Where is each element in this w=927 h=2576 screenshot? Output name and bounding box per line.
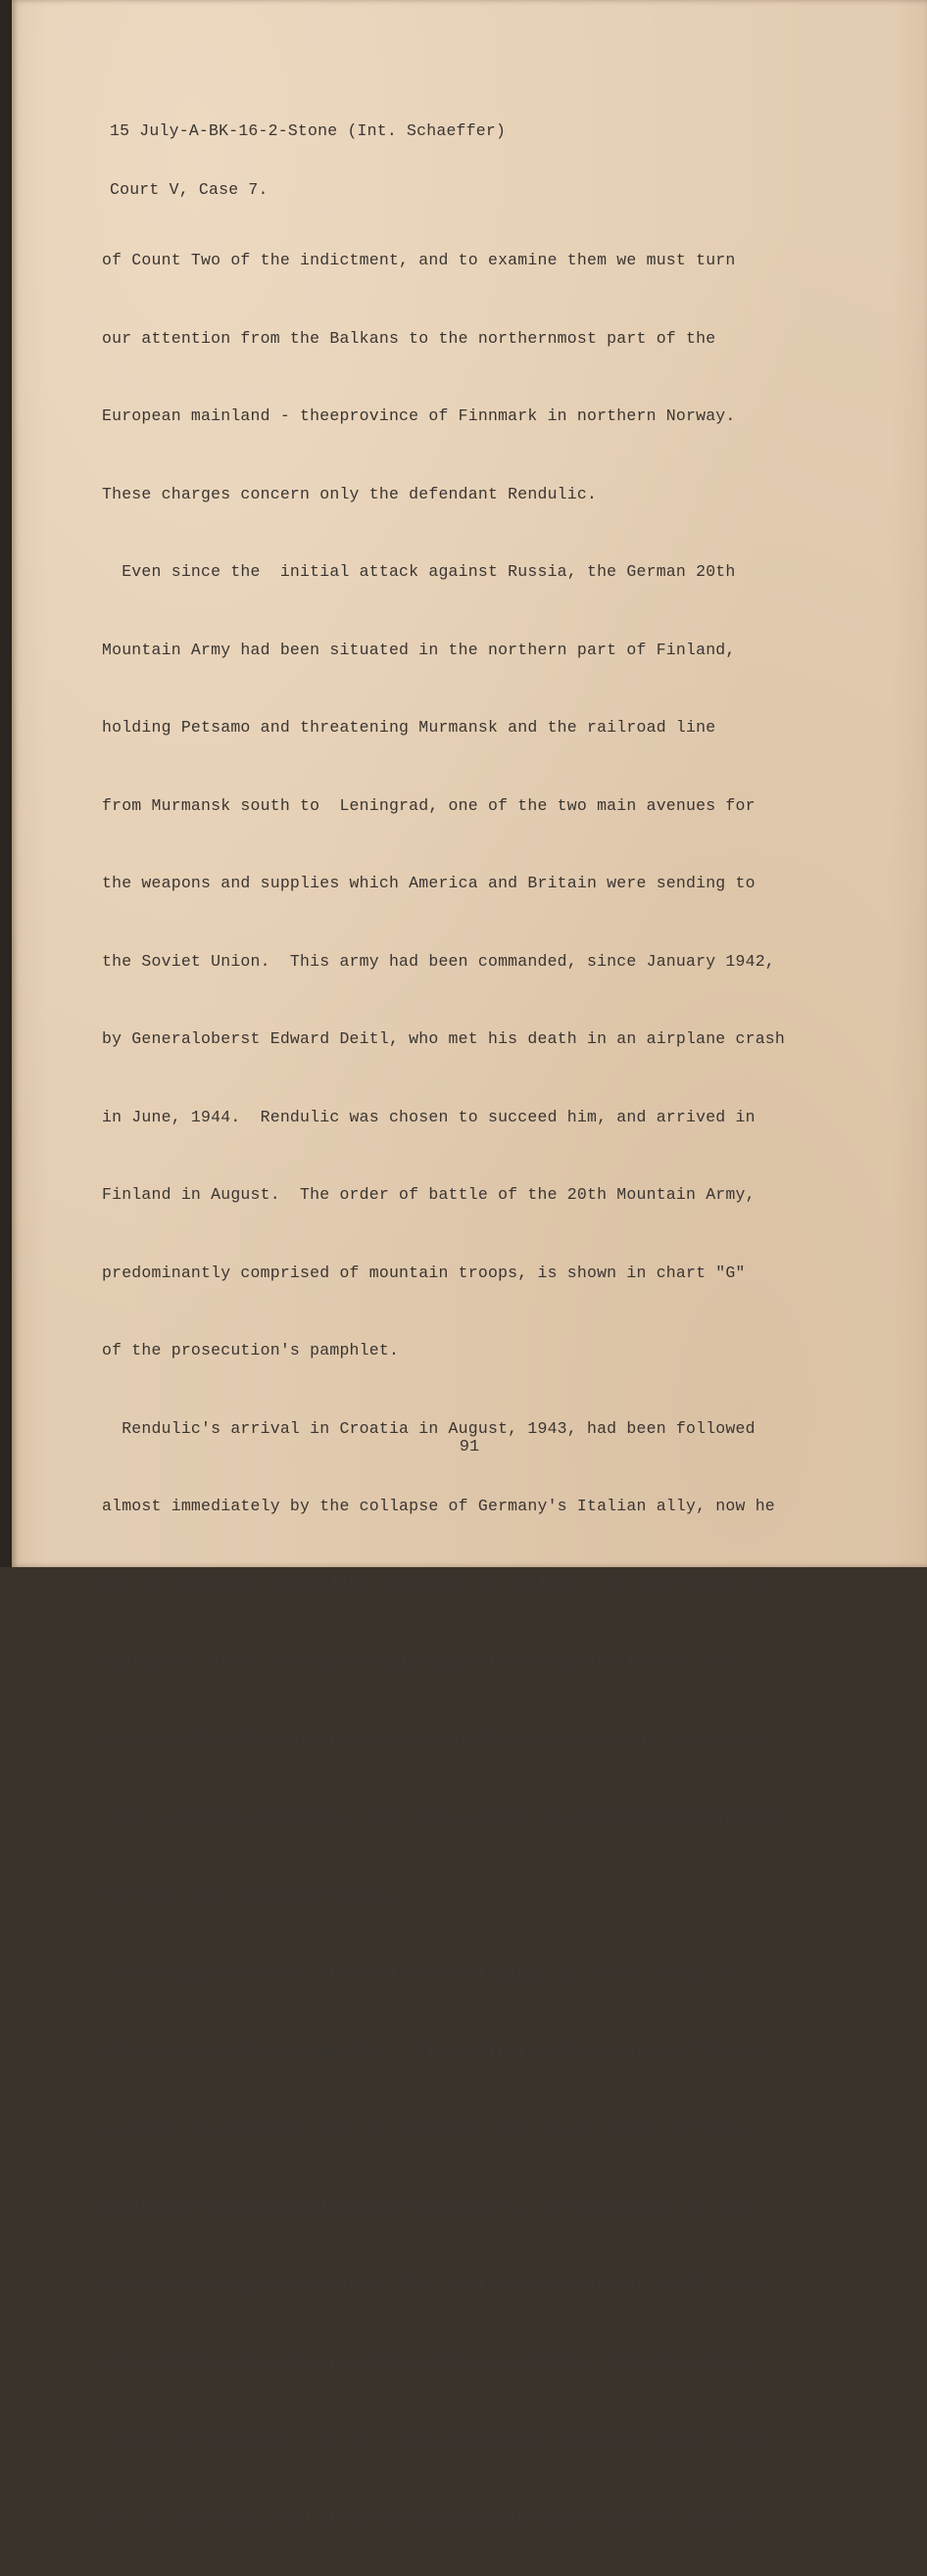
document-page: [12, 0, 927, 2528]
body-line: demanded that the Germans promptly withdraw their troops from Fina: [102, 1730, 756, 1749]
body-line: of the prosecution's pamphlet. The northernmost province of Norway: [102, 2041, 765, 2061]
body-line: our attention from the Balkans to the northernmost part of the: [102, 328, 716, 348]
body-line: of Count Two of the indictment, and to examine them we must turn: [102, 251, 736, 269]
body-line: The region in which this retreat took place is shown in map "E": [102, 1964, 746, 1982]
body-line: of the prosecution's pamphlet.: [102, 1341, 400, 1360]
body-line: These charges concern only the defendant Rendulic.: [102, 484, 598, 503]
body-line: predominantly comprised of mountain troops, is shown in chart "G": [102, 1263, 746, 1282]
body-line: Including a nomad population of Laplanders, the population of this: [102, 2197, 756, 2217]
body-line: and villages along the heavily indented coastline, and make their: [102, 2353, 746, 2372]
header-court-line: Court V, Case 7.: [110, 180, 268, 199]
body-line: area numbers approximately 62,000, most of whom live in small ports: [102, 2275, 765, 2294]
page-number: 91: [459, 1438, 480, 1456]
body-line: frontier into northern Norway.: [102, 1885, 400, 1905]
body-line: the weapons and supplies which America and Britain were sending to: [102, 874, 756, 892]
body-line: Finland in August. The order of battle of the 20th Mountain Army,: [102, 1185, 756, 1204]
body-line: from Murmansk south to Leningrad, one of the two main avenues for: [102, 795, 756, 815]
body-line: Mountain Army had been situated in the northern part of Finland,: [102, 640, 736, 659]
body-line: was to encounter a parallel situation in Finland. On the fourth of: [102, 1574, 765, 1594]
body-line: Rendulic's arrival in Croatia in August, 1943, had been followed: [102, 1418, 756, 1438]
body-line: in June, 1944. Rendulic was chosen to succeed him, and arrived in: [102, 1107, 756, 1126]
body-line: the Soviet Union. This army had been commanded, since January 1942,: [102, 951, 775, 971]
body-line: by Generaloberst Edward Deitl, who met his death in an airplane crash: [102, 1029, 786, 1048]
body-line: September, 1944, the Finns capitulated to the Soviet forces, and: [102, 1652, 736, 1671]
body-line: land. Rendulic decided to fall back across the northwestern Finnish: [102, 1808, 775, 1827]
body-line: is known as Finnmark, and the province just to the south as Troms.: [102, 2120, 756, 2138]
header-session-line: 15 July-A-BK-16-2-Stone (Int. Schaeffer): [110, 121, 507, 140]
body-line: holding Petsamo and threatening Murmansk and the railroad line: [102, 718, 716, 737]
body-line: almost immediately by the collapse of Germany's Italian ally, now he: [102, 1497, 775, 1515]
body-line: are no railroads, and the only communication with southern Norway: [102, 2508, 746, 2528]
body-line: living as fishermen. It is a very wintry and isolated region; there: [102, 2431, 775, 2450]
body-line: Even since the initial attack against Russia, the German 20th: [102, 562, 736, 581]
body-line: European mainland - theeprovince of Finnmark in northern Norway.: [102, 406, 736, 425]
document-body: [102, 203, 876, 2576]
